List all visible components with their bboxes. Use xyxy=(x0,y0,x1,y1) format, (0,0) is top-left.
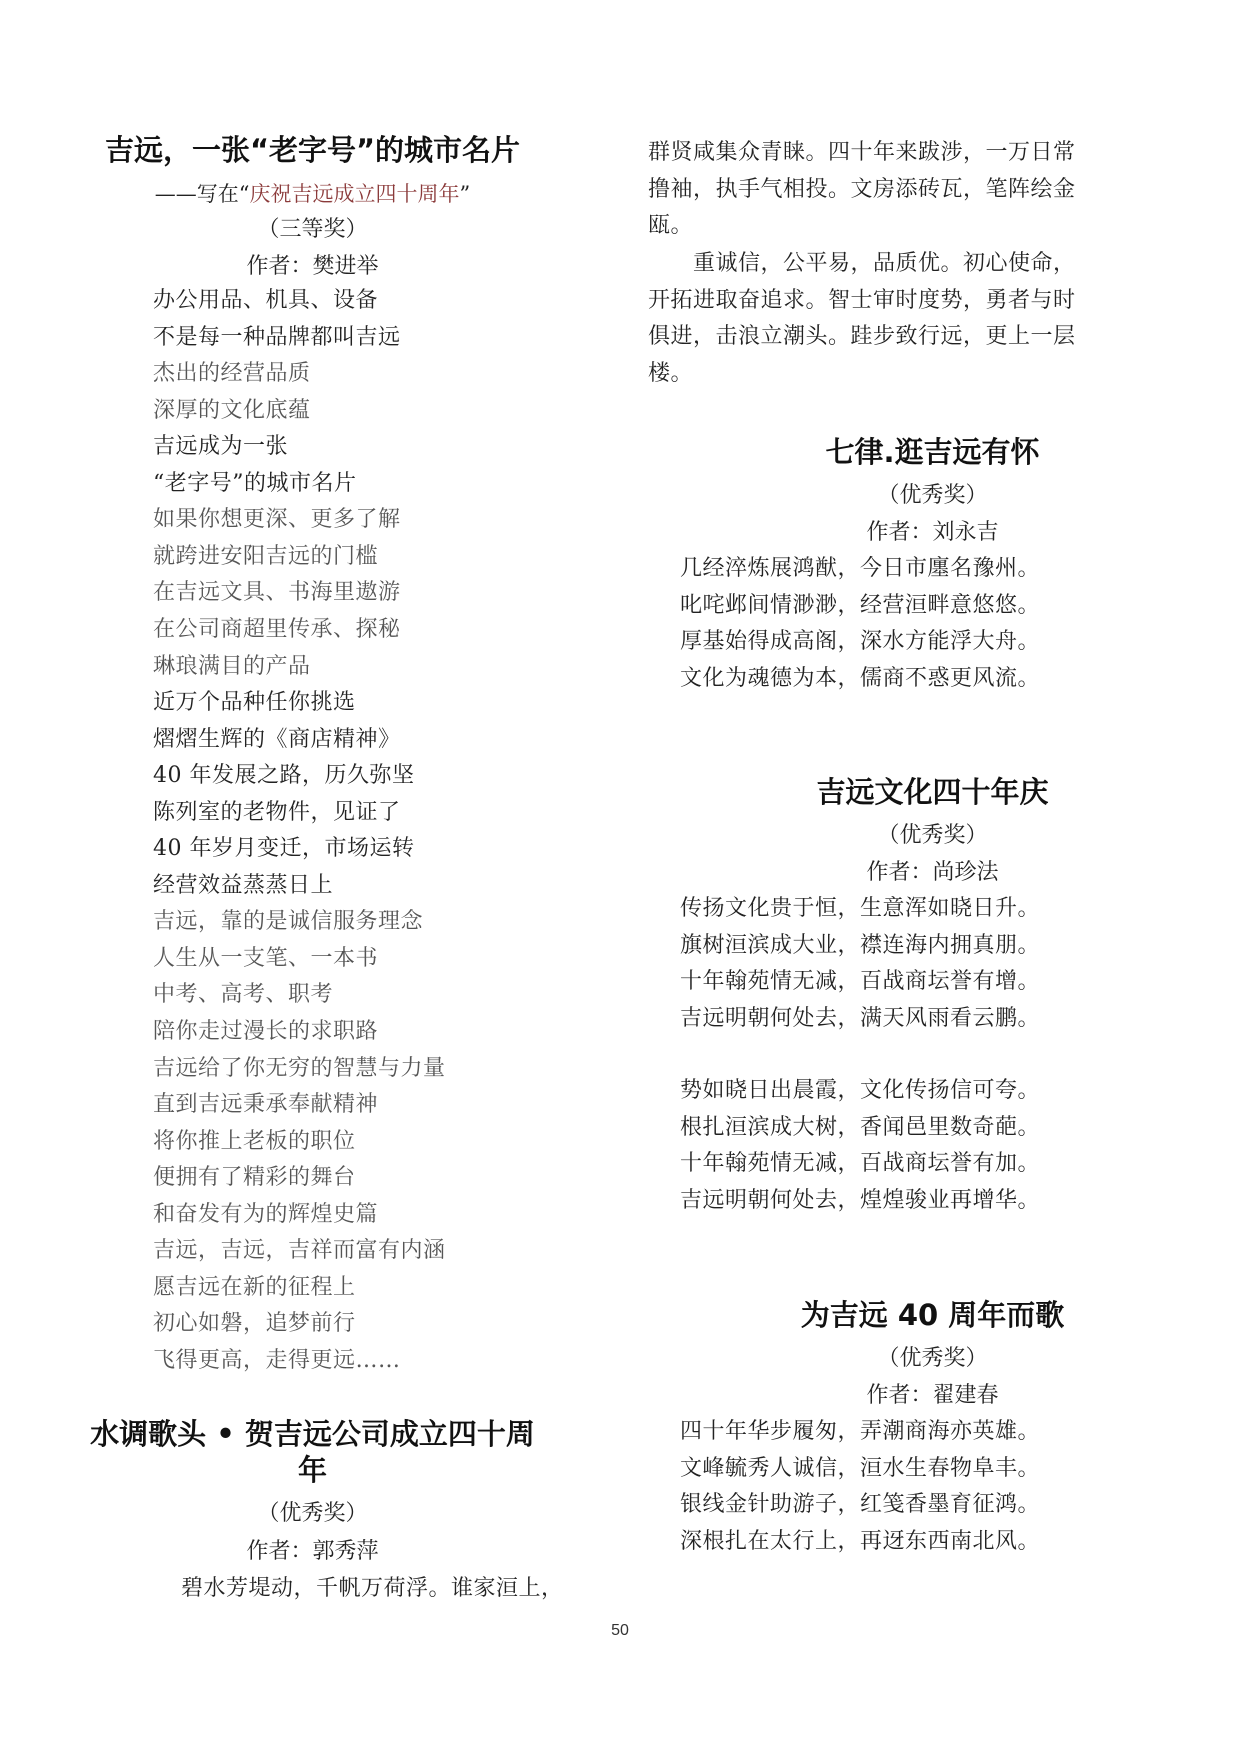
poem-line: 初心如磐，追梦前行 xyxy=(153,1311,356,1337)
poem1-award: （三等奖） xyxy=(257,217,368,242)
poem-line: 吉远明朝何处去，煌煌骏业再增华。 xyxy=(680,1187,1041,1213)
poem3-award: （优秀奖） xyxy=(877,483,988,508)
poem-line: 40 年岁月变迁，市场运转 xyxy=(153,836,415,862)
poem-line: 人生从一支笔、一本书 xyxy=(153,945,379,971)
poem-line: 办公用品、机具、设备 xyxy=(153,288,379,313)
poem-line: 厚基始得成高阁，深水方能浮大舟。 xyxy=(680,629,1041,654)
poem-line: 近万个品种任你挑选 xyxy=(153,690,356,716)
poem-line: 如果你想更深、更多了解 xyxy=(153,507,401,533)
poem2-title-line2: 年 xyxy=(297,1453,327,1487)
poem-line: 中考、高考、职考 xyxy=(153,982,334,1008)
poem1-title: 吉远，一张“老字号”的城市名片 xyxy=(104,133,521,167)
poem-line: 四十年华步履匆，弄潮商海亦英雄。 xyxy=(680,1419,1041,1444)
poem-line: 杰出的经营品质 xyxy=(153,361,311,387)
poem-line: 将你推上老板的职位 xyxy=(153,1128,356,1154)
poem-line: 银线金针助游子，红笺香墨育征鸿。 xyxy=(680,1492,1041,1517)
poem1-subtitle-prefix: ——写在“ xyxy=(154,182,250,206)
poem-line: 十年翰苑情无减，百战商坛誉有增。 xyxy=(680,969,1041,994)
poem-line: 陪你走过漫长的求职路 xyxy=(153,1019,379,1044)
poem4-author: 作者：尚珍法 xyxy=(866,860,999,885)
poem-line: 吉远，靠的是诚信服务理念 xyxy=(153,909,424,935)
poem1-subtitle-highlight: 庆祝吉远成立四十周年 xyxy=(249,182,460,206)
poem-line: 重诚信，公平易，品质优。初心使命， xyxy=(648,251,1076,276)
poem-line: 在公司商超里传承、探秘 xyxy=(153,616,401,642)
poem1-author: 作者：樊进举 xyxy=(246,254,379,279)
poem-line: 熠熠生辉的《商店精神》 xyxy=(153,726,401,752)
poem-line: 深厚的文化底蕴 xyxy=(153,397,311,423)
poem4-award: （优秀奖） xyxy=(877,823,988,848)
poem-line: 40 年发展之路，历久弥坚 xyxy=(153,763,415,789)
poem-line: 撸袖，执手气相投。文房添砖瓦，笔阵绘金 xyxy=(648,176,1076,202)
poem-line: 就跨进安阳吉远的门槛 xyxy=(153,543,379,569)
poem-line: 吉远明朝何处去，满天风雨看云鹏。 xyxy=(680,1005,1041,1031)
poem-line: 和奋发有为的辉煌史篇 xyxy=(153,1201,379,1227)
poem-line: 吉远，吉远，吉祥而富有内涵 xyxy=(153,1238,446,1264)
poem1-subtitle-suffix: ” xyxy=(459,182,471,206)
poem-line: 瓯。 xyxy=(648,213,694,238)
poem-line: 直到吉远秉承奉献精神 xyxy=(153,1092,379,1118)
poem1-subtitle xyxy=(0,178,625,208)
poem-line: 深根扎在太行上，再迓东西南北风。 xyxy=(680,1528,1041,1554)
poem-line: 文化为魂德为本，儒商不惑更风流。 xyxy=(680,665,1041,691)
poem-line: “老字号”的城市名片 xyxy=(153,470,357,496)
poem-line: 吉远成为一张 xyxy=(153,434,289,460)
poem-line: 楼。 xyxy=(648,360,694,386)
poem-line: 开拓进取奋追求。智士审时度势，勇者与时 xyxy=(648,287,1076,313)
poem-line: 势如晓日出晨霞，文化传扬信可夸。 xyxy=(680,1078,1041,1103)
poem-line: 文峰毓秀人诚信，洹水生春物阜丰。 xyxy=(680,1455,1041,1481)
poem-line: 俱进，击浪立潮头。跬步致行远，更上一层 xyxy=(648,324,1076,349)
poem2-award: （优秀奖） xyxy=(257,1501,368,1526)
poem-line: 十年翰苑情无减，百战商坛誉有加。 xyxy=(680,1151,1041,1176)
poem5-title: 为吉远 40 周年而歌 xyxy=(800,1298,1065,1332)
poem3-title: 七律.逛吉远有怀 xyxy=(825,435,1040,469)
poem4-title: 吉远文化四十年庆 xyxy=(816,775,1049,809)
poem2-title-line1: 水调歌头 • 贺吉远公司成立四十周 xyxy=(90,1417,535,1451)
poem-line: 经营效益蒸蒸日上 xyxy=(153,872,334,898)
poem-line: 琳琅满目的产品 xyxy=(153,653,311,679)
poem-line: 陈列室的老物件，见证了 xyxy=(153,799,401,825)
poem-line: 传扬文化贵于恒，生意浑如晓日升。 xyxy=(680,896,1041,921)
poem3-author: 作者：刘永吉 xyxy=(866,520,999,545)
poem2-first-line: 碧水芳堤动，千帆万荷浮。谁家洹上， xyxy=(181,1576,564,1601)
poem-line: 便拥有了精彩的舞台 xyxy=(153,1165,356,1191)
poem2-author: 作者：郭秀萍 xyxy=(246,1539,379,1564)
poem-line: 叱咤邺间情渺渺，经营洹畔意悠悠。 xyxy=(680,592,1041,618)
poem-line: 飞得更高，走得更远…… xyxy=(153,1347,401,1373)
poem5-author: 作者：翟建春 xyxy=(866,1383,999,1408)
poem-line: 几经淬炼展鸿猷，今日市廛名豫州。 xyxy=(680,556,1041,581)
poem-line: 根扎洹滨成大树，香闻邑里数奇葩。 xyxy=(680,1114,1041,1140)
poem-line: 旗树洹滨成大业，襟连海内拥真朋。 xyxy=(680,932,1041,958)
poem-line: 群贤咸集众青睐。四十年来跋涉，一万日常 xyxy=(648,140,1076,165)
poem-line: 吉远给了你无穷的智慧与力量 xyxy=(153,1055,446,1081)
poem-line: 不是每一种品牌都叫吉远 xyxy=(153,324,401,350)
poem-line: 在吉远文具、书海里遨游 xyxy=(153,580,401,606)
poem-line: 愿吉远在新的征程上 xyxy=(153,1274,356,1300)
poem5-award: （优秀奖） xyxy=(877,1346,988,1371)
page-number: 50 xyxy=(611,1622,629,1639)
